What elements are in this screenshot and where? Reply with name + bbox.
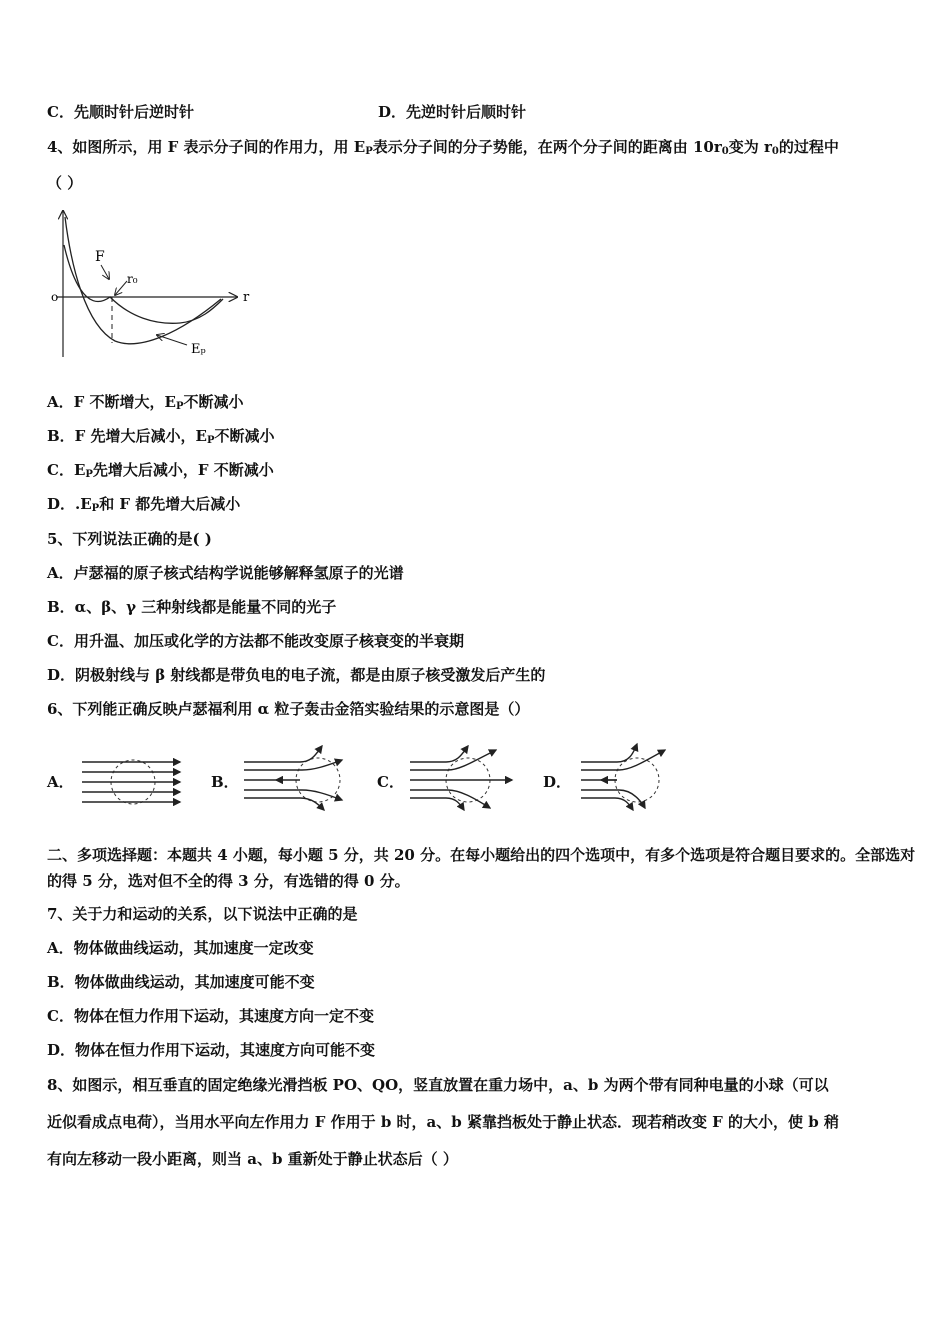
q4-option-c-text: C．E [47, 461, 86, 479]
q6-d-path-1 [581, 744, 637, 762]
q6-diagram-d [577, 740, 687, 812]
q8-stem-line-3: 有向左移动一段小距离，则当 a、b 重新处于静止状态后（ ） [47, 1150, 458, 1168]
q8-stem-line-2: 近似看成点电荷），当用水平向左作用力 F 作用于 b 时，a、b 紧靠挡板处于静止状态．现若稍改变 F 的大小，使 b 稍 [47, 1113, 839, 1131]
q4-option-d-text: D．.E [47, 495, 92, 513]
q3-option-c: C．先顺时针后逆时针 [47, 103, 194, 121]
q4-option-d-end: 和 F 都先增大后减小 [99, 495, 241, 513]
q7-option-d: D．物体在恒力作用下运动，其速度方向可能不变 [47, 1041, 376, 1059]
q6-c-path-2 [410, 750, 496, 770]
q5-stem: 5、下列说法正确的是( ) [47, 530, 212, 548]
q6-label-b: B． [211, 773, 239, 791]
q4-option-c-end: 先增大后减小，F 不断减小 [92, 461, 274, 479]
q4-option-b-sub: P [206, 435, 215, 446]
q6-diagram-b [240, 740, 350, 812]
q5-option-d: D．阴极射线与 β 射线都是带负电的电子流，都是由原子核受激发后产生的 [47, 666, 546, 684]
q4-energy-curve [65, 217, 221, 344]
q4-option-a-sub: P [175, 401, 184, 412]
q6-label-c: C． [377, 773, 404, 791]
q7-stem: 7、关于力和运动的关系，以下说法中正确的是 [47, 905, 358, 923]
q4-stem-part-b: 表示分子间的分子势能，在两个分子间的距离由 10r [372, 138, 722, 156]
q5-option-b: B．α、β、γ 三种射线都是能量不同的光子 [47, 598, 337, 616]
q4-option-c [47, 460, 274, 485]
q4-answer-paren: （ ） [47, 174, 83, 192]
q6-diagram-a [78, 752, 188, 812]
q6-stem: 6、下列能正确反映卢瑟福利用 α 粒子轰击金箔实验结果的示意图是（） [47, 700, 530, 718]
q7-option-b: B．物体做曲线运动，其加速度可能不变 [47, 973, 315, 991]
q3-option-d: D．先逆时针后顺时针 [378, 103, 527, 121]
q6-diagram-c [406, 740, 516, 812]
q4-f-pointer [101, 265, 109, 279]
q4-label-f: F [95, 249, 105, 265]
q6-c-path-1 [410, 746, 468, 762]
q6-b-nucleus-circle [296, 758, 340, 802]
q4-option-b [47, 426, 275, 451]
q6-c-path-5 [410, 798, 464, 810]
section2-instructions: 二、多项选择题：本题共 4 小题，每小题 5 分，共 20 分。在每小题给出的四个选项中，有多个选项是符合题目要求的。全部选对的得 5 分，选对但不全的得 3 分，有选错的得 0 分。 [47, 846, 916, 890]
q4-option-b-text: B．F 先增大后减小，E [47, 427, 207, 445]
q4-stem-part-a: 4、如图所示，用 F 表示分子间的作用力，用 E [47, 138, 366, 156]
q6-label-d: D． [543, 773, 572, 791]
q7-option-c: C．物体在恒力作用下运动，其速度方向一定不变 [47, 1007, 374, 1025]
q4-option-d-sub: P [91, 503, 100, 514]
q4-label-r0: r₀ [127, 272, 138, 286]
q4-option-d [47, 494, 240, 519]
q4-stem-part-d: 的过程中 [778, 138, 839, 156]
q4-ep-pointer [157, 335, 187, 345]
q4-force-energy-graph [45, 205, 265, 365]
q6-d-path-4 [581, 790, 645, 808]
q4-stem-sub-0b: 0 [771, 146, 779, 157]
q4-option-a-end: 不断减小 [183, 393, 244, 411]
q4-force-curve [64, 245, 223, 323]
q6-label-a: A． [47, 773, 74, 791]
q4-r0-pointer [115, 281, 127, 295]
q4-origin-label: o [51, 290, 59, 304]
q6-b-path-5 [244, 798, 324, 810]
q4-label-ep: Eₚ [191, 342, 206, 357]
q5-option-a: A．卢瑟福的原子核式结构学说能够解释氢原子的光谱 [47, 564, 404, 582]
q8-stem-line-1: 8、如图示，相互垂直的固定绝缘光滑挡板 PO、QO，竖直放置在重力场中，a、b 为两个带有同种电量的小球（可以 [47, 1076, 829, 1094]
q4-option-c-sub: P [85, 469, 93, 480]
q6-d-path-5 [581, 798, 633, 810]
q4-option-b-end: 不断减小 [214, 427, 275, 445]
q4-option-a [47, 392, 244, 417]
q6-d-path-2 [581, 750, 665, 770]
q4-stem-sub-0a: 0 [721, 146, 729, 157]
q4-stem [47, 137, 839, 162]
q7-option-a: A．物体做曲线运动，其加速度一定改变 [47, 939, 314, 957]
q5-option-c: C．用升温、加压或化学的方法都不能改变原子核衰变的半衰期 [47, 632, 464, 650]
q4-axis-r-label: r [243, 290, 250, 305]
q4-stem-part-c: 变为 r [728, 138, 772, 156]
q6-b-path-1 [244, 746, 322, 762]
q4-option-a-text: A．F 不断增大，E [47, 393, 176, 411]
q4-stem-sub-p: P [365, 146, 373, 157]
